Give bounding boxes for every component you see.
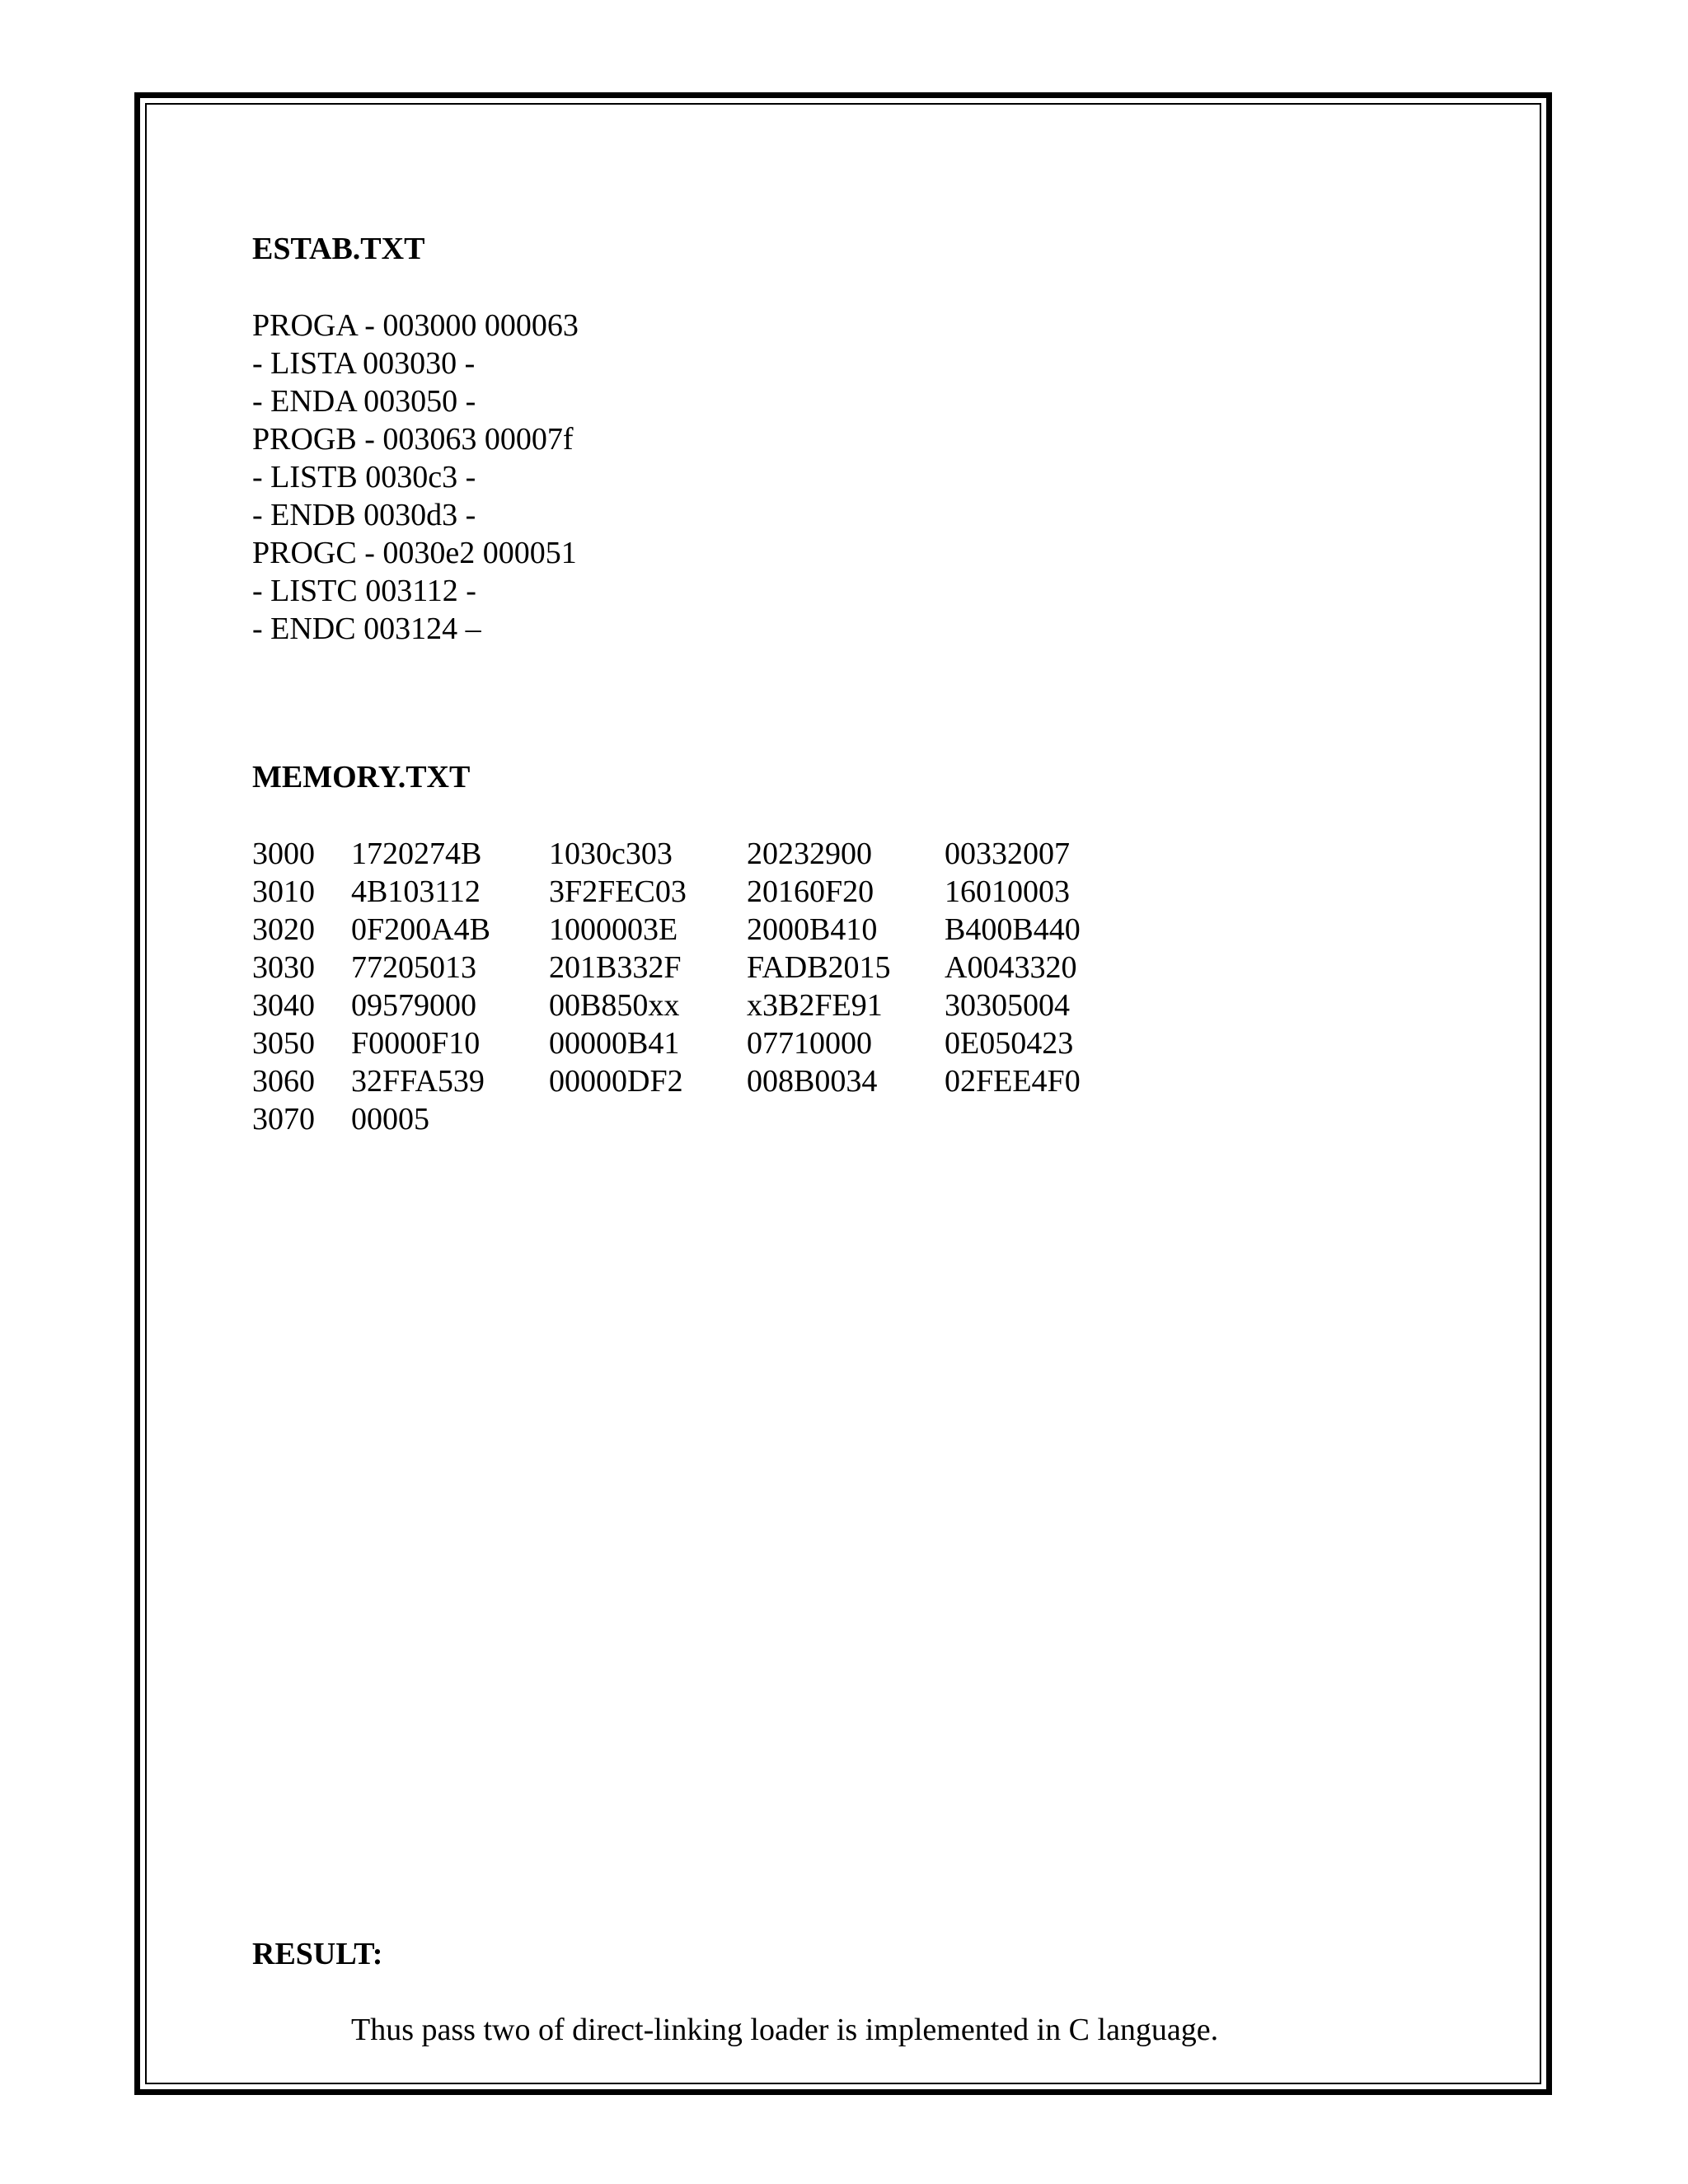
memory-word: 1720274B <box>351 837 482 871</box>
memory-word: 00005 <box>351 1102 429 1137</box>
estab-heading: ESTAB.TXT <box>252 232 425 266</box>
memory-word: 4B103112 <box>351 874 481 909</box>
estab-line: - LISTB 0030c3 - <box>252 460 476 494</box>
table-row <box>252 835 1142 873</box>
memory-address: 3010 <box>252 874 315 909</box>
table-row <box>252 911 1142 949</box>
memory-word: 30305004 <box>945 988 1070 1023</box>
memory-word: 32FFA539 <box>351 1064 485 1099</box>
memory-word: 0F200A4B <box>351 912 490 947</box>
memory-heading: MEMORY.TXT <box>252 760 471 794</box>
table-row <box>252 949 1142 987</box>
memory-word: FADB2015 <box>747 950 891 985</box>
estab-line: PROGB - 003063 00007f <box>252 422 574 457</box>
memory-word: 1030c303 <box>549 837 673 871</box>
estab-line: - ENDA 003050 - <box>252 384 476 419</box>
memory-word: 1000003E <box>549 912 678 947</box>
memory-word: 201B332F <box>549 950 682 985</box>
table-row <box>252 987 1142 1024</box>
memory-word: B400B440 <box>945 912 1081 947</box>
memory-address: 3050 <box>252 1026 315 1061</box>
estab-line: PROGA - 003000 000063 <box>252 308 579 343</box>
memory-address: 3040 <box>252 988 315 1023</box>
memory-address: 3070 <box>252 1102 315 1137</box>
estab-line: - LISTC 003112 - <box>252 574 476 608</box>
memory-word <box>747 1100 945 1138</box>
memory-word: x3B2FE91 <box>747 988 883 1023</box>
estab-line: - ENDB 0030d3 - <box>252 498 476 532</box>
memory-word <box>549 1100 747 1138</box>
memory-word: F0000F10 <box>351 1026 481 1061</box>
result-statement: Thus pass two of direct-linking loader is implemented in C language. <box>351 2013 1219 2047</box>
memory-address: 3000 <box>252 837 315 871</box>
memory-word: 77205013 <box>351 950 476 985</box>
memory-word: 3F2FEC03 <box>549 874 687 909</box>
memory-word: 00B850xx <box>549 988 680 1023</box>
memory-dump-table <box>252 835 1142 1138</box>
memory-word: 02FEE4F0 <box>945 1064 1081 1099</box>
result-heading: RESULT: <box>252 1937 383 1971</box>
memory-word: 00000DF2 <box>549 1064 683 1099</box>
memory-word: 008B0034 <box>747 1064 878 1099</box>
memory-word: 20160F20 <box>747 874 874 909</box>
memory-word: 07710000 <box>747 1026 872 1061</box>
estab-line: - LISTA 003030 - <box>252 346 476 381</box>
memory-address: 3020 <box>252 912 315 947</box>
memory-word: 2000B410 <box>747 912 878 947</box>
estab-line: - ENDC 003124 – <box>252 612 481 646</box>
memory-address: 3030 <box>252 950 315 985</box>
memory-word: 0E050423 <box>945 1026 1074 1061</box>
table-row <box>252 1100 1142 1138</box>
table-row <box>252 1062 1142 1100</box>
memory-word: A0043320 <box>945 950 1077 985</box>
memory-word <box>945 1100 1142 1138</box>
memory-address: 3060 <box>252 1064 315 1099</box>
memory-word: 20232900 <box>747 837 872 871</box>
memory-word: 00332007 <box>945 837 1070 871</box>
memory-word: 16010003 <box>945 874 1070 909</box>
memory-word: 09579000 <box>351 988 476 1023</box>
memory-word: 00000B41 <box>549 1026 680 1061</box>
estab-line: PROGC - 0030e2 000051 <box>252 536 577 570</box>
table-row <box>252 873 1142 911</box>
estab-listing <box>252 307 579 648</box>
table-row <box>252 1024 1142 1062</box>
